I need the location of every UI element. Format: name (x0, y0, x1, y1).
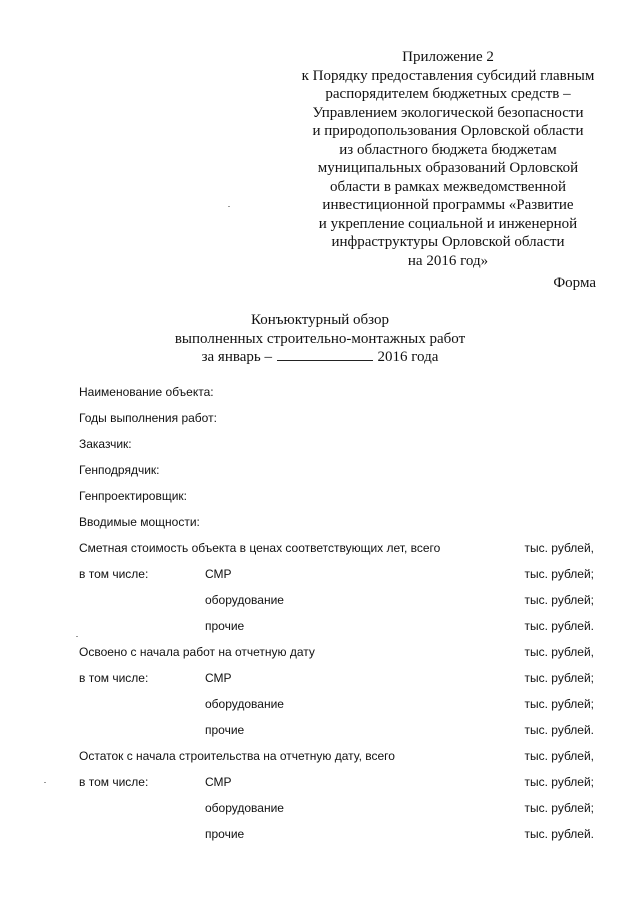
section-2-item-row (79, 696, 594, 712)
section-3-item-row (79, 774, 594, 790)
including-label: в том числе: (79, 567, 149, 581)
section-3-item-row (79, 800, 594, 816)
item-label: СМР (205, 671, 232, 685)
appendix-line: области в рамках межведомственной (329, 178, 567, 195)
item-label: прочие (205, 827, 245, 841)
section-title: Освоено с начала работ на отчетную дату (79, 645, 315, 659)
unit-label: тыс. рублей; (524, 697, 594, 711)
appendix-line: Управлением экологической безопасности (312, 104, 584, 121)
form-label: Форма (553, 275, 596, 291)
title-line-3 (0, 348, 640, 367)
section-title: Остаток с начала строительства на отчетную дату, всего (79, 749, 395, 763)
item-label: СМР (205, 567, 232, 581)
section-2-item-row (79, 670, 594, 686)
object-fields (79, 379, 599, 535)
appendix-line: на 2016 год» (407, 252, 489, 269)
appendix-line: инфраструктуры Орловской области (331, 234, 565, 250)
appendix-line: к Порядку предоставления субсидий главным (301, 67, 595, 84)
unit-label: тыс. рублей; (524, 801, 594, 815)
unit-label: тыс. рублей, (524, 749, 594, 763)
field-capacities: Вводимые мощности: (79, 515, 200, 529)
unit-label: тыс. рублей; (524, 671, 594, 685)
appendix-line: и природопользования Орловской области (312, 123, 584, 139)
field-general-contractor: Генподрядчик: (79, 463, 160, 477)
scan-speck (228, 206, 230, 207)
including-label: в том числе: (79, 775, 149, 789)
appendix-line: инвестиционной программы «Развитие (322, 197, 574, 213)
appendix-line: из областного бюджета бюджетам (339, 141, 557, 158)
item-label: оборудование (205, 593, 284, 607)
period-prefix: за январь – (201, 349, 272, 365)
item-label: прочие (205, 619, 245, 633)
unit-label: тыс. рублей. (524, 619, 594, 633)
document-title (0, 311, 640, 367)
scan-speck (44, 782, 46, 783)
field-object-name: Наименование объекта: (79, 385, 214, 399)
section-1-item-row (79, 566, 594, 582)
unit-label: тыс. рублей; (524, 593, 594, 607)
including-label: в том числе: (79, 671, 149, 685)
period-end-blank[interactable] (277, 348, 373, 361)
field-customer: Заказчик: (79, 437, 132, 451)
unit-label: тыс. рублей; (524, 775, 594, 789)
item-label: оборудование (205, 801, 284, 815)
section-2-title-row (79, 644, 594, 660)
title-line-2: выполненных строительно-монтажных работ (174, 330, 466, 347)
appendix-note (280, 48, 616, 270)
section-3-title-row (79, 748, 594, 764)
section-1-item-row (79, 618, 594, 634)
unit-label: тыс. рублей, (524, 645, 594, 659)
section-2-item-row (79, 722, 594, 738)
section-title: Сметная стоимость объекта в ценах соответствующих лет, всего (79, 541, 441, 555)
scan-speck (76, 636, 78, 637)
appendix-line: Приложение 2 (402, 49, 494, 65)
period-suffix: 2016 года (377, 349, 439, 365)
title-line-1: Конъюктурный обзор (250, 312, 390, 328)
appendix-line: распорядителем бюджетных средств – (325, 86, 571, 102)
unit-label: тыс. рублей. (524, 723, 594, 737)
unit-label: тыс. рублей. (524, 827, 594, 841)
item-label: оборудование (205, 697, 284, 711)
field-work-years: Годы выполнения работ: (79, 411, 217, 425)
item-label: СМР (205, 775, 232, 789)
field-general-designer: Генпроектировщик: (79, 489, 187, 503)
unit-label: тыс. рублей, (524, 541, 594, 555)
appendix-line: муниципальных образований Орловской (317, 160, 579, 176)
section-1-title-row (79, 540, 594, 556)
section-1-item-row (79, 592, 594, 608)
appendix-line: и укрепление социальной и инженерной (318, 215, 578, 232)
section-3-item-row (79, 826, 594, 842)
unit-label: тыс. рублей; (524, 567, 594, 581)
item-label: прочие (205, 723, 245, 737)
